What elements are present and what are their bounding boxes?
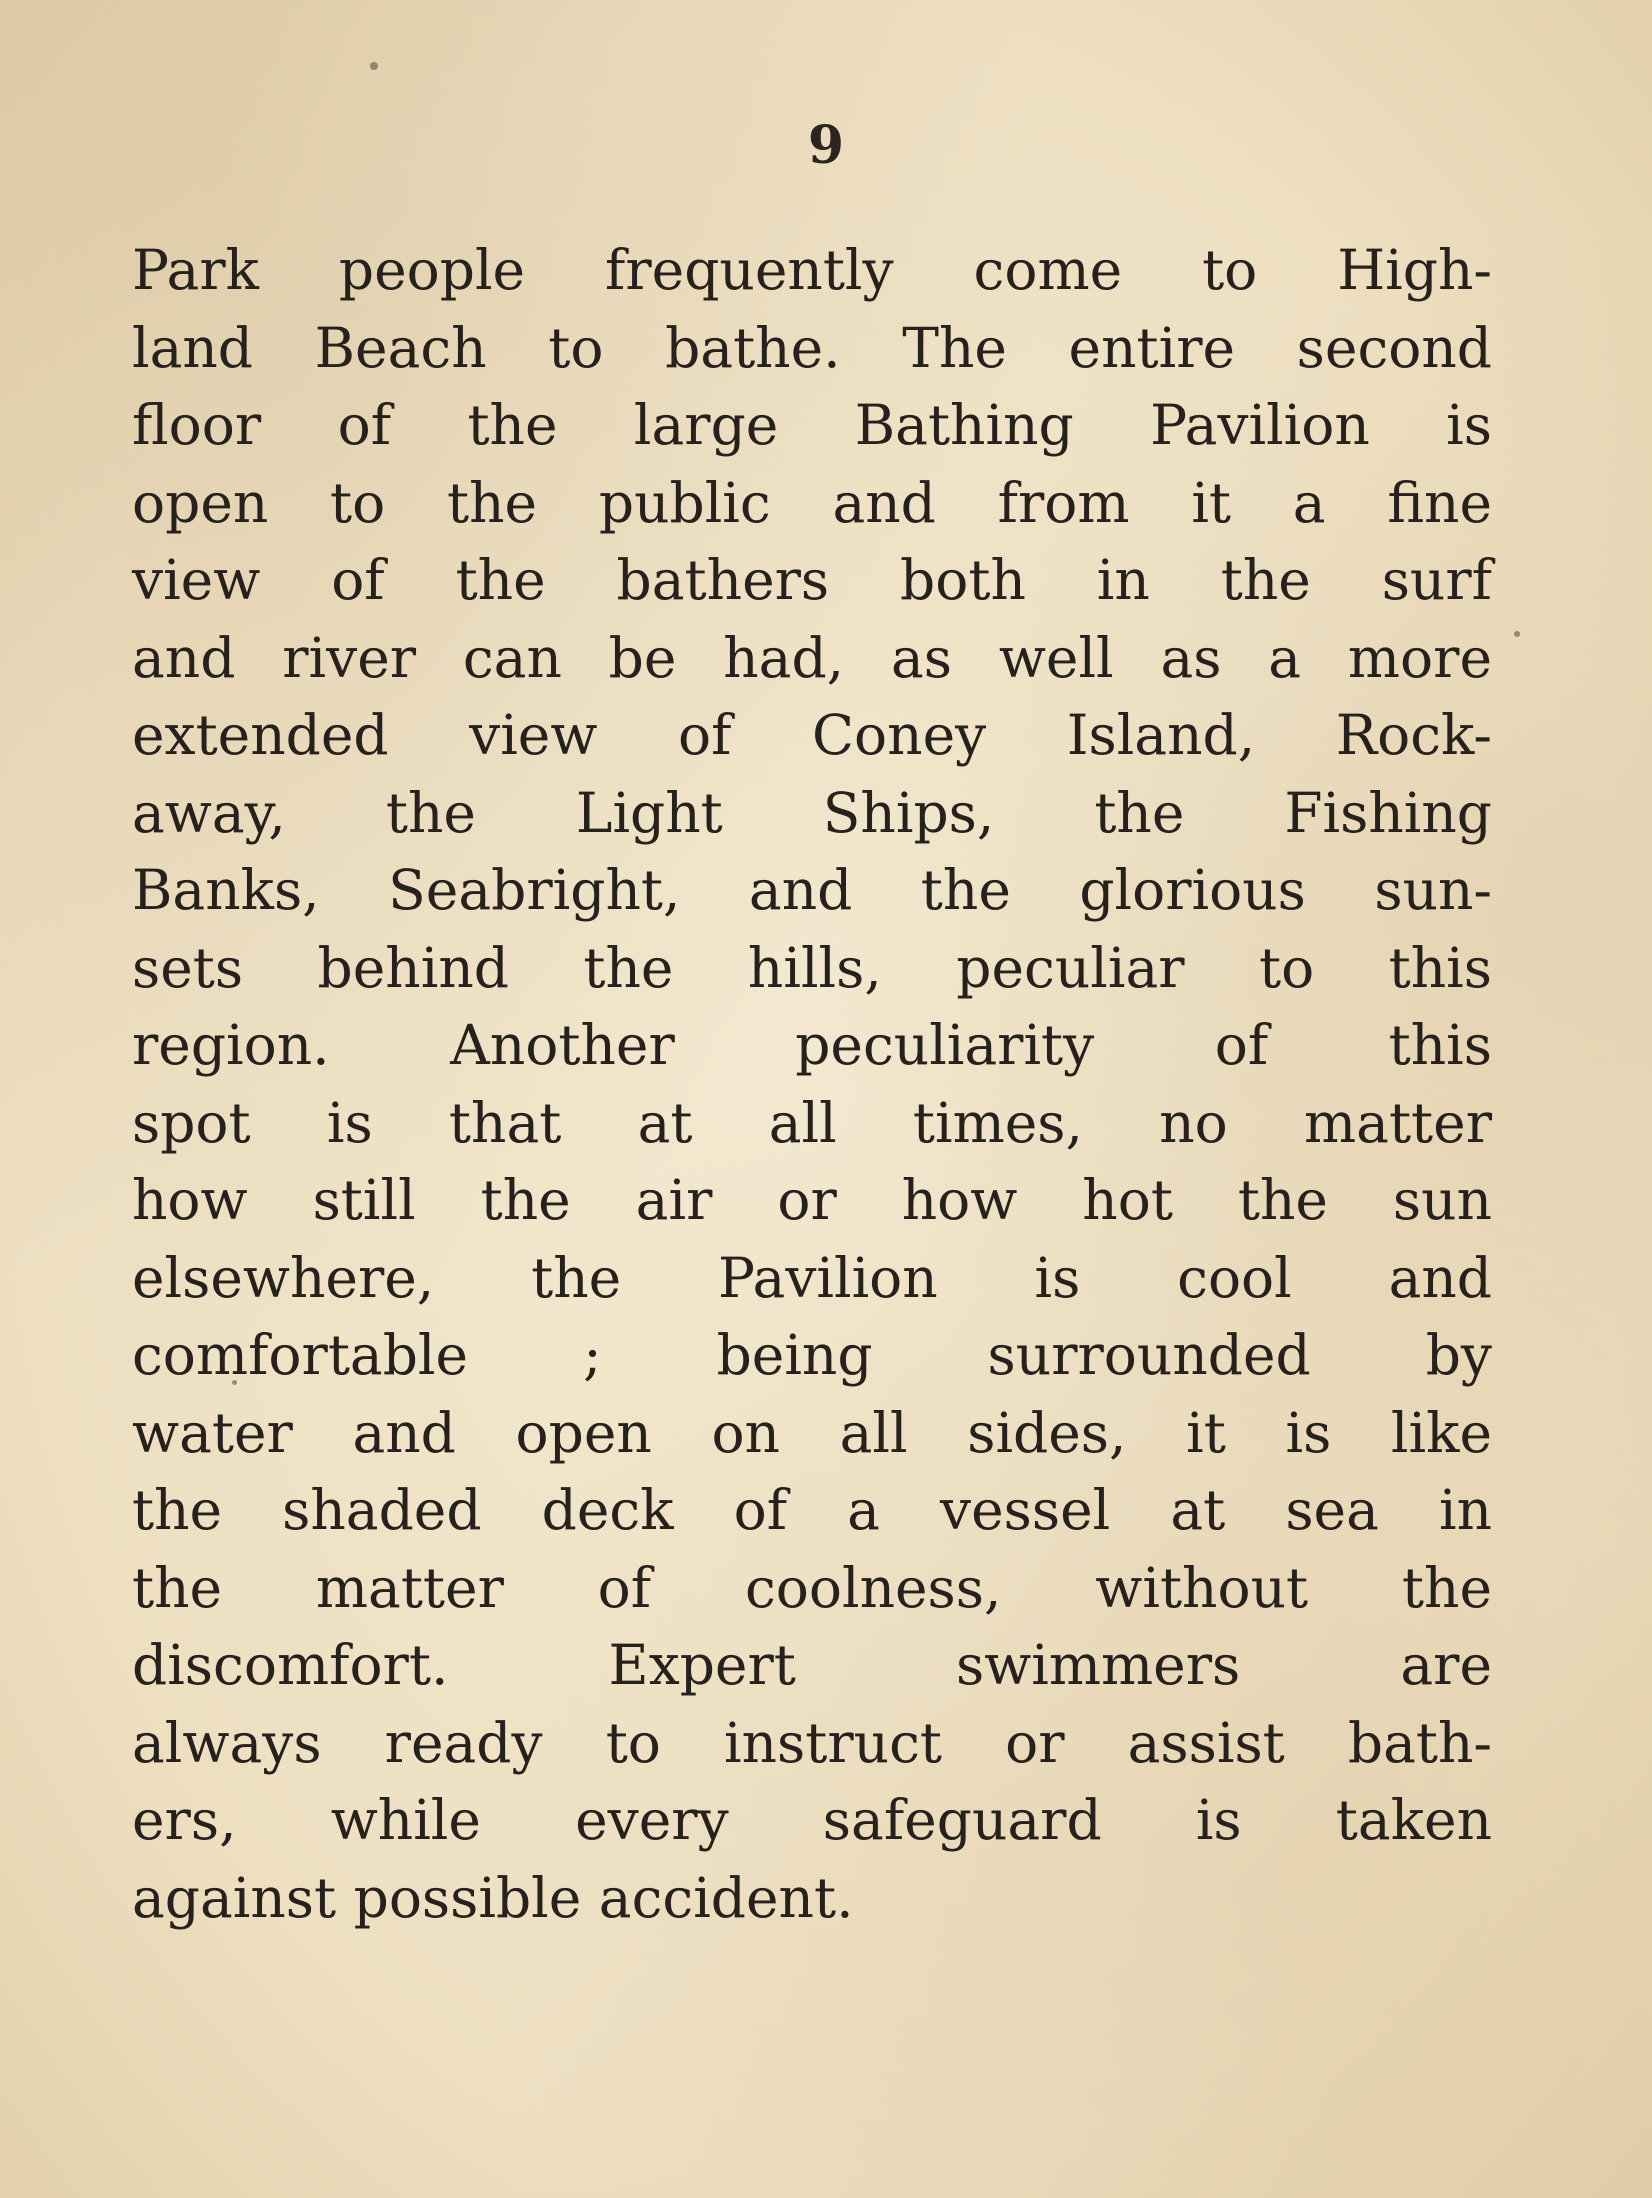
paper-speck [1514,631,1520,637]
text-line: land Beach to bathe. The entire second [132,315,1492,380]
page-number: 9 [807,115,845,176]
text-line: region. Another peculiarity of this [132,1013,1492,1077]
text-line: water and open on all sides, it is like [132,1400,1492,1465]
text-line: away, the Light Ships, the Fishing [132,780,1492,845]
text-line: the matter of coolness, without the [132,1555,1492,1620]
text-line: how still the air or how hot the sun [132,1168,1492,1232]
text-line: spot is that at all times, no matter [132,1090,1492,1155]
text-line: against possible accident. [132,1865,854,1930]
text-line: and river can be had, as well as a more [132,625,1492,690]
text-line: open to the public and from it a fine [132,470,1492,535]
text-line: view of the bathers both in the surf [132,548,1492,612]
paper-speck [370,62,378,70]
text-line: elsewhere, the Pavilion is cool and [132,1245,1492,1310]
text-line: sets behind the hills, peculiar to this [132,935,1492,1000]
text-line: discomfort. Expert swimmers are [132,1633,1492,1697]
text-line: always ready to instruct or assist bath- [132,1710,1492,1775]
text-line: floor of the large Bathing Pavilion is [132,393,1492,457]
text-line: Banks, Seabright, and the glorious sun- [132,858,1492,922]
text-line: extended view of Coney Island, Rock- [132,703,1492,767]
text-line: ers, while every safeguard is taken [132,1788,1492,1852]
body-text [132,232,1492,1937]
text-line: comfortable ; being surrounded by [132,1323,1492,1387]
text-line: the shaded deck of a vessel at sea in [132,1478,1492,1542]
text-line: Park people frequently come to High- [132,238,1492,302]
